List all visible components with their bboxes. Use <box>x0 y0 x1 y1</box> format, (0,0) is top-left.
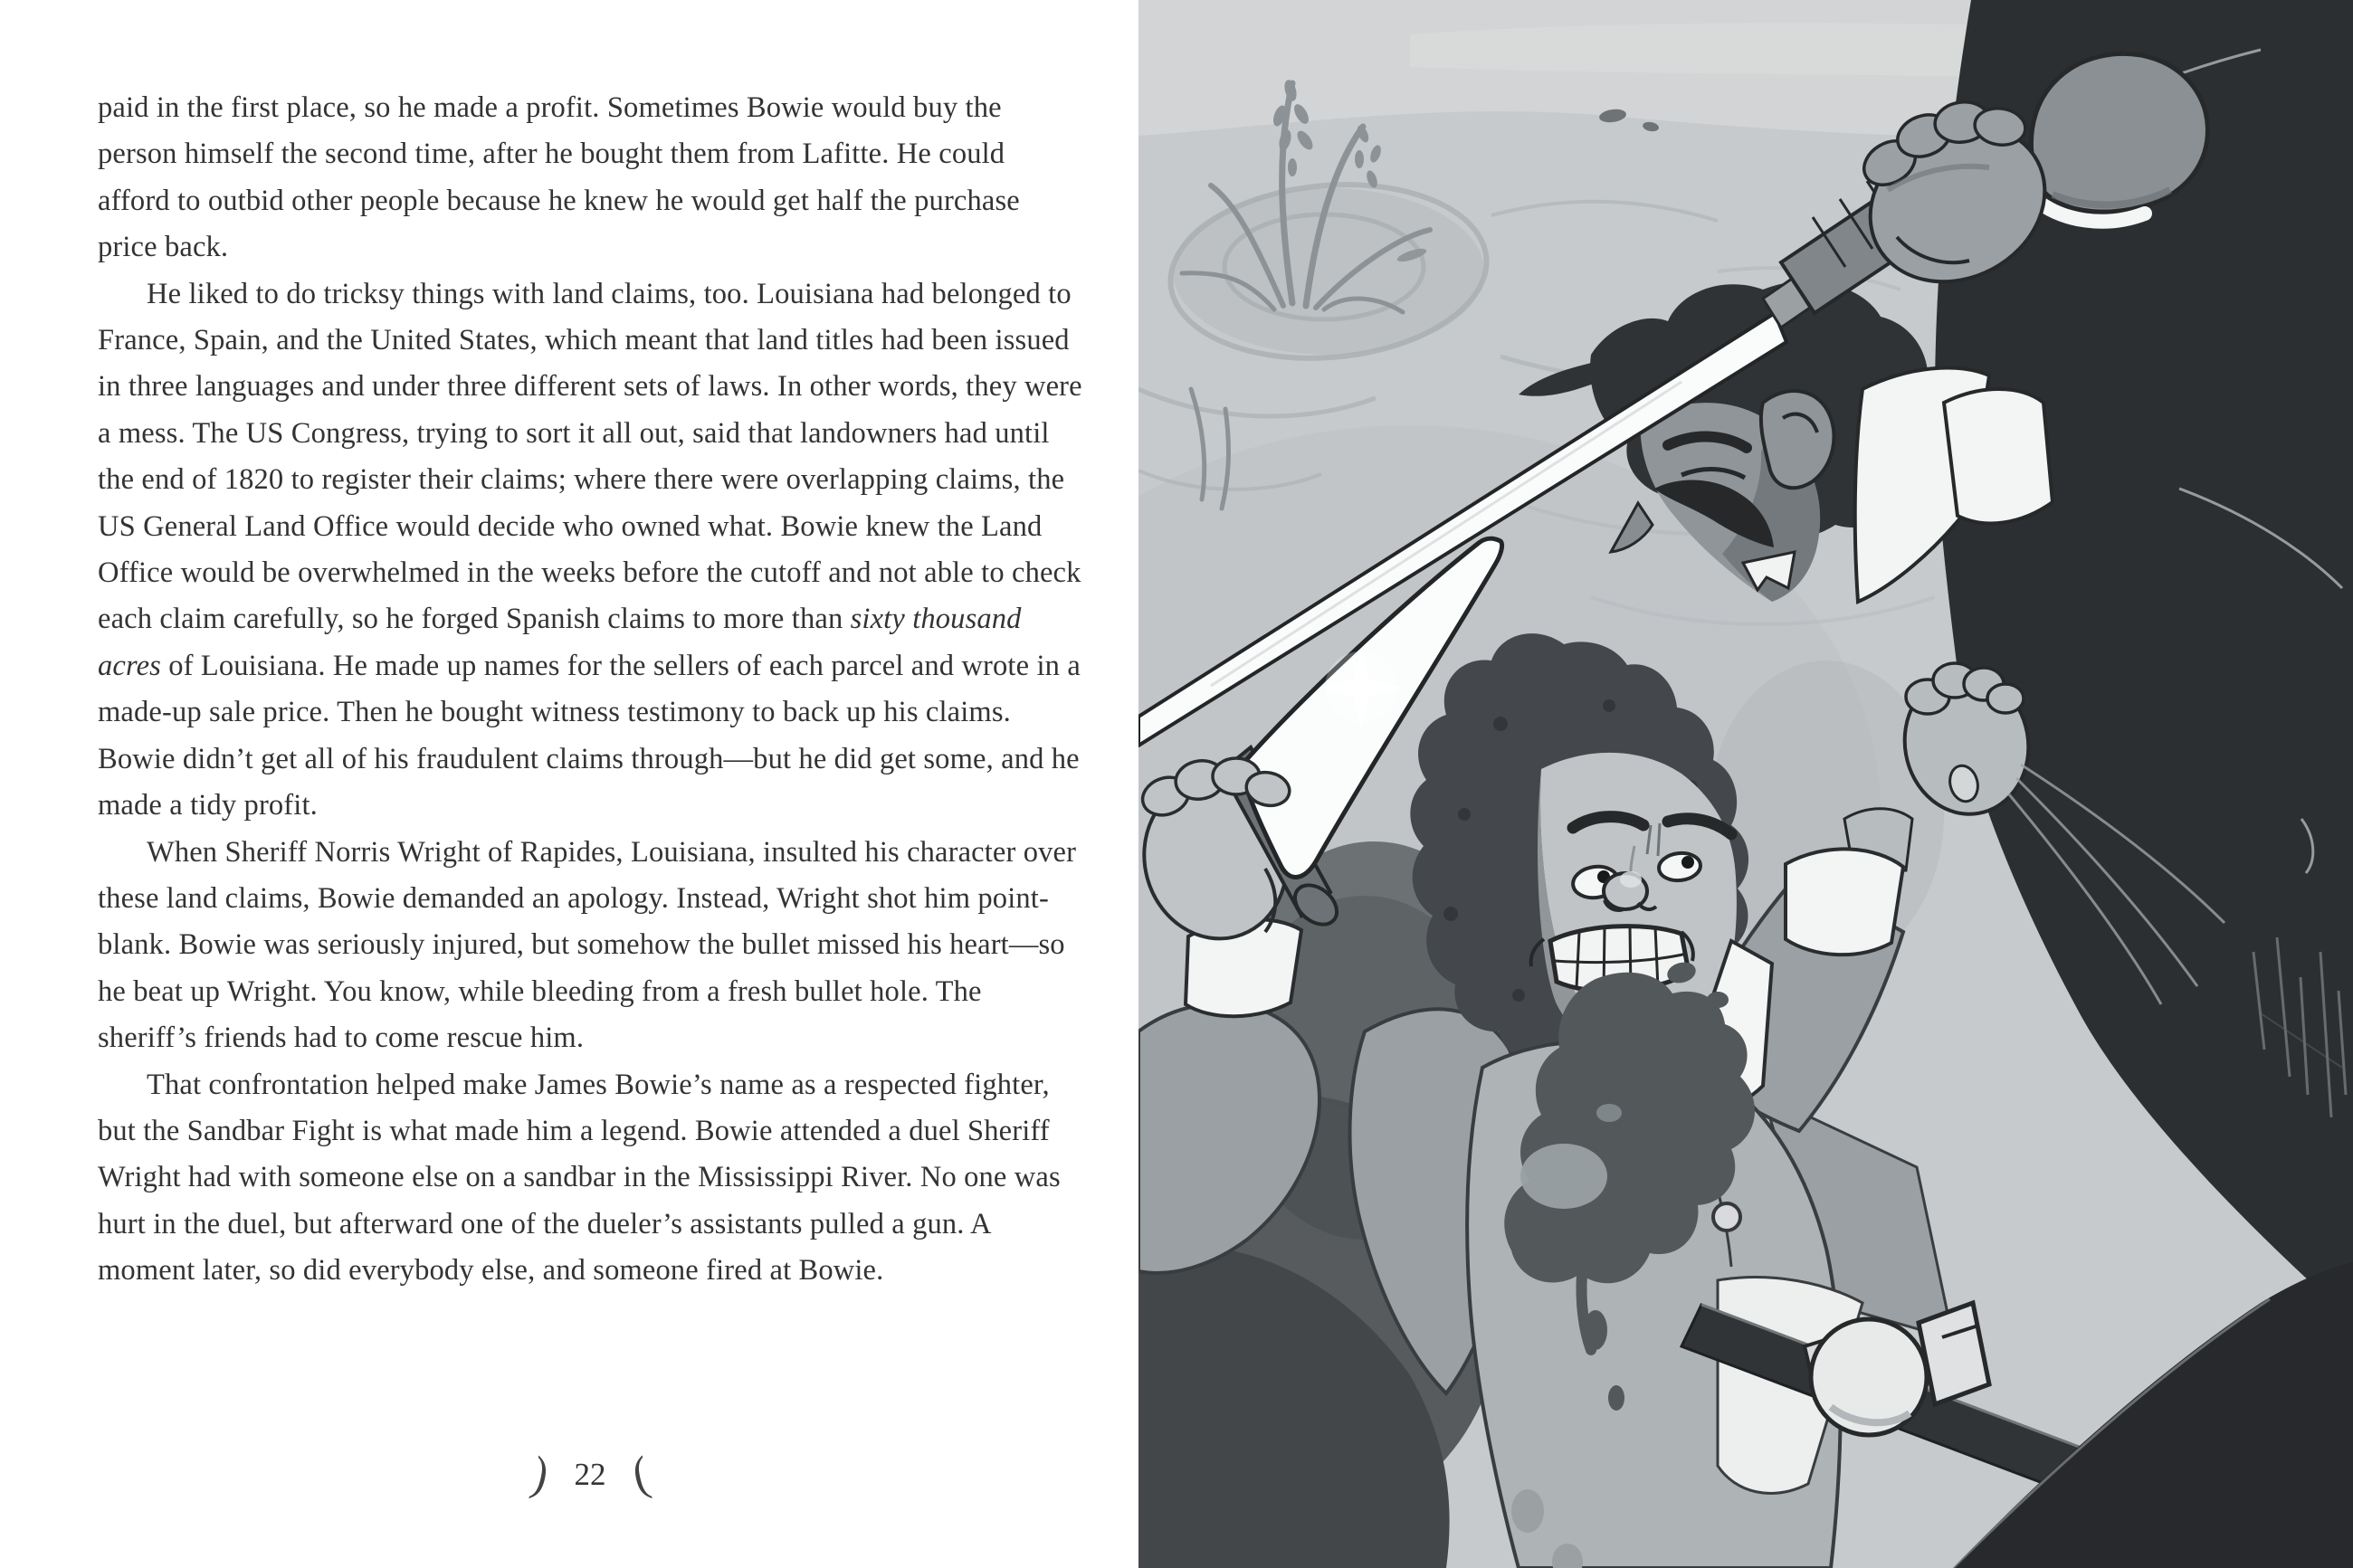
page-footer <box>98 1446 1082 1503</box>
paragraph-3: When Sheriff Norris Wright of Rapides, Louisiana, insulted his character over these land claims, Bowie demanded an apology. Instead, Wright shot him point-blank. Bowie was seriously injured, but somehow the bullet missed his heart—so he beat up Wright. You know, while bleeding from a fresh bullet hole. The sheriff’s friends had to come rescue him. <box>98 835 1077 1055</box>
paragraph-2: He liked to do tricksy things with land claims, too. Louisiana had belonged to France, Spain, and the United States, which meant that land titles had been issued in three languages and under three different sets of laws. In other words, they were a mess. The US Congress, trying to sort it all out, said that landowners had until the end of 1820 to register their claims; where there were overlapping claims, the US General Land Office would decide who owned what. Bowie knew the Land Office would be overwhelmed in the weeks before the cutoff and not able to check each claim carefully, so he forged Spanish claims to more than sixty thousand acres of Louisiana. He made up names for the sellers of each parcel and wrote in a made-up sale price. Then he bought witness testimony to back up his claims. Bowie didn’t get all of his fraudulent claims through—but he did get some, and he made a tidy profit. <box>98 277 1082 822</box>
paragraph-4: That confrontation helped make James Bowie’s name as a respected fighter, but the Sandbar Fight is what made him a legend. Bowie attended a duel Sheriff Wright had with someone else on a sandbar in the Mississippi River. No one was hurt in the duel, but afterward one of the dueler’s assistants pulled a gun. A moment later, so did everybody else, and someone fired at Bowie. <box>98 1068 1061 1288</box>
page-number: 22 <box>574 1457 606 1492</box>
folio-ornament-right: ( <box>626 1446 653 1503</box>
defender-right-cuff <box>1786 849 1903 955</box>
paragraph-1: paid in the first place, so he made a profit. Sometimes Bowie would buy the person himself the second time, after he bought them from Lafitte. He could afford to outbid other people because he knew he would get half the purchase price back. <box>98 91 1020 264</box>
body-text-column <box>98 85 1082 1295</box>
sword-pommel <box>2031 53 2207 212</box>
attacker-ear <box>1761 391 1834 488</box>
sandbar-fight-illustration <box>1138 0 2353 1568</box>
folio-ornament-left: ) <box>527 1446 554 1503</box>
attacker-cuff <box>1944 389 2053 523</box>
